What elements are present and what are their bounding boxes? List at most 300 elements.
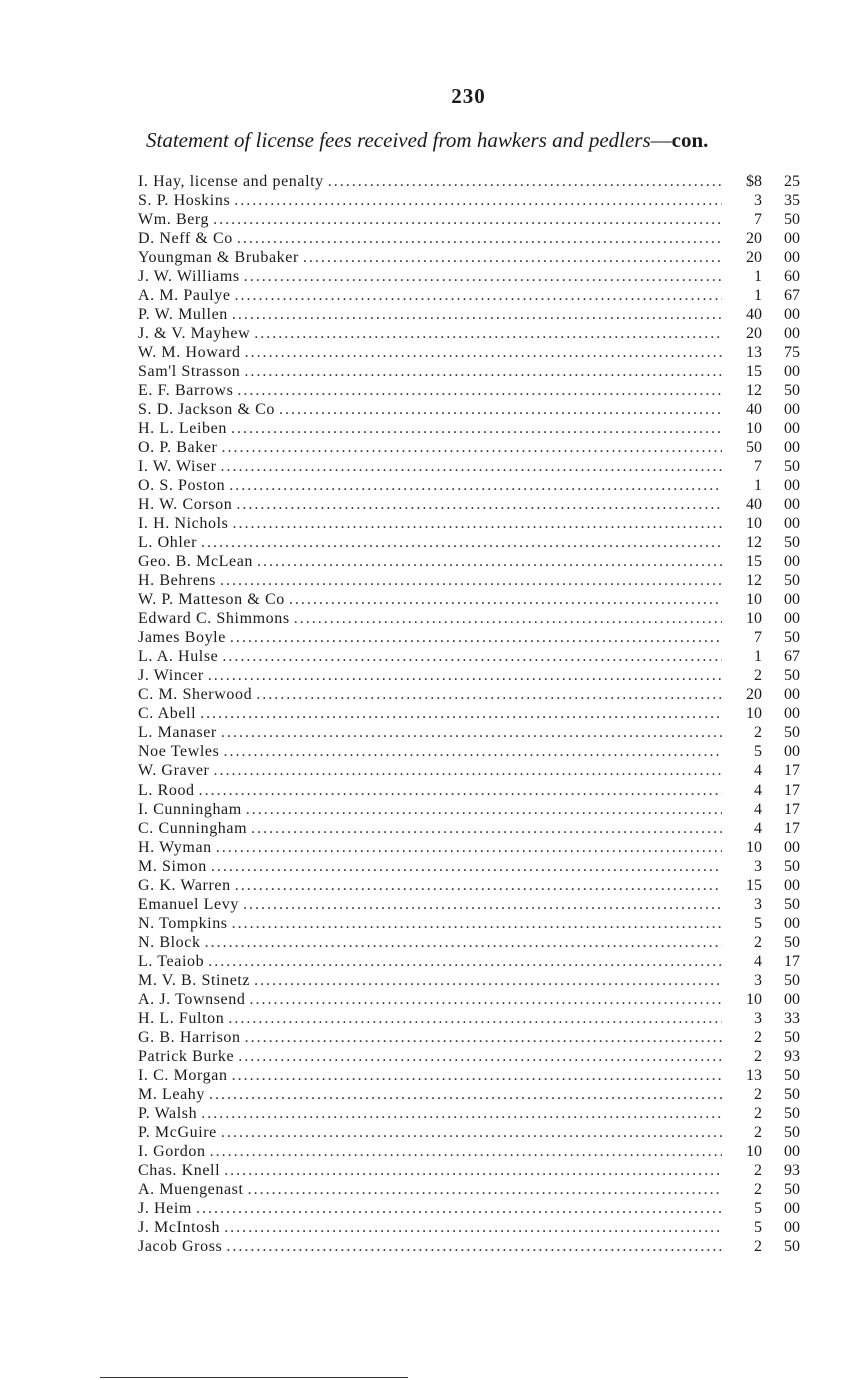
dot-leader: [256, 685, 722, 704]
list-item: [138, 248, 800, 267]
payee-name: I. Cunningham: [138, 800, 242, 818]
list-item: [138, 1047, 800, 1066]
fee-dollars: 40: [746, 496, 762, 514]
fee-cents: 50: [784, 895, 800, 913]
dot-leader: [238, 1047, 722, 1066]
fee-amount: [726, 191, 800, 210]
dot-leader: [236, 495, 722, 514]
list-item: [138, 1199, 800, 1218]
payee-name: I. Gordon: [138, 1142, 206, 1160]
fee-amount: [726, 438, 800, 457]
payee-name: L. Teaiob: [138, 952, 205, 970]
fee-amount: [726, 1123, 800, 1142]
fee-cents: 67: [784, 287, 800, 305]
payee-name: I. H. Nichols: [138, 515, 229, 533]
fee-amount: [726, 324, 800, 343]
fee-amount: [726, 857, 800, 876]
dot-leader: [224, 1161, 722, 1180]
fee-cents: 50: [784, 857, 800, 875]
fee-cents: 00: [784, 591, 800, 609]
fee-dollars: 20: [746, 325, 762, 343]
dot-leader: [235, 286, 722, 305]
payee-name: Jacob Gross: [138, 1237, 223, 1255]
fee-cents: 17: [784, 800, 800, 818]
dot-leader: [196, 1199, 722, 1218]
fee-amount: [726, 552, 800, 571]
fee-dollars: 2: [754, 667, 762, 685]
dot-leader: [294, 609, 722, 628]
fee-amount: [726, 895, 800, 914]
dot-leader: [243, 895, 722, 914]
fee-cents: 50: [784, 933, 800, 951]
dot-leader: [229, 476, 722, 495]
dot-leader: [213, 210, 722, 229]
fee-dollars: 10: [746, 420, 762, 438]
license-fee-list: [138, 172, 800, 1256]
fee-dollars: 5: [754, 914, 762, 932]
dot-leader: [328, 172, 722, 191]
payee-name: J. McIntosh: [138, 1218, 221, 1236]
fee-amount: [726, 628, 800, 647]
fee-dollars: 2: [754, 1161, 762, 1179]
fee-cents: 50: [784, 1028, 800, 1046]
list-item: [138, 666, 800, 685]
dot-leader: [246, 800, 722, 819]
dot-leader: [210, 1142, 722, 1161]
dot-leader: [228, 1009, 722, 1028]
heading-suffix: con.: [671, 128, 709, 152]
dot-leader: [232, 1066, 722, 1085]
fee-dollars: 7: [754, 211, 762, 229]
fee-amount: [726, 685, 800, 704]
fee-cents: 35: [784, 192, 800, 210]
fee-amount: [726, 876, 800, 895]
fee-dollars: 2: [754, 1123, 762, 1141]
payee-name: A. M. Paulye: [138, 287, 231, 305]
payee-name: Wm. Berg: [138, 211, 210, 229]
fee-amount: [726, 1237, 800, 1256]
payee-name: M. Simon: [138, 857, 207, 875]
fee-amount: [726, 400, 800, 419]
fee-dollars: 15: [746, 363, 762, 381]
dot-leader: [257, 552, 722, 571]
fee-dollars: 2: [754, 1085, 762, 1103]
fee-cents: 93: [784, 1047, 800, 1065]
payee-name: E. F. Barrows: [138, 382, 234, 400]
fee-dollars: 2: [754, 1237, 762, 1255]
fee-cents: 00: [784, 363, 800, 381]
fee-cents: 50: [784, 1123, 800, 1141]
payee-name: Sam'l Strasson: [138, 363, 241, 381]
fee-dollars: 40: [746, 306, 762, 324]
fee-amount: [726, 343, 800, 362]
fee-amount: [726, 571, 800, 590]
payee-name: L. Rood: [138, 781, 195, 799]
fee-dollars: 1: [754, 648, 762, 666]
dot-leader: [232, 914, 722, 933]
fee-amount: [726, 609, 800, 628]
fee-dollars: 15: [746, 876, 762, 894]
list-item: [138, 895, 800, 914]
payee-name: A. Muengenast: [138, 1180, 244, 1198]
payee-name: W. M. Howard: [138, 344, 241, 362]
fee-amount: [726, 419, 800, 438]
fee-dollars: 4: [754, 781, 762, 799]
payee-name: W. P. Matteson & Co: [138, 591, 285, 609]
dot-leader: [248, 1180, 722, 1199]
fee-amount: [726, 914, 800, 933]
fee-dollars: 4: [754, 762, 762, 780]
payee-name: H. L. Leiben: [138, 420, 227, 438]
fee-amount: [726, 1085, 800, 1104]
list-item: [138, 210, 800, 229]
dot-leader: [245, 1028, 722, 1047]
fee-cents: 00: [784, 439, 800, 457]
fee-cents: 00: [784, 743, 800, 761]
list-item: [138, 1218, 800, 1237]
fee-cents: 00: [784, 876, 800, 894]
list-item: [138, 267, 800, 286]
fee-amount: [726, 1104, 800, 1123]
fee-amount: [726, 495, 800, 514]
list-item: [138, 1085, 800, 1104]
payee-name: J. & V. Mayhew: [138, 325, 251, 343]
payee-name: James Boyle: [138, 629, 226, 647]
list-item: [138, 819, 800, 838]
fee-dollars: 3: [754, 192, 762, 210]
dot-leader: [231, 419, 722, 438]
fee-cents: 50: [784, 211, 800, 229]
fee-cents: 17: [784, 819, 800, 837]
fee-dollars: 1: [754, 268, 762, 286]
fee-amount: [726, 819, 800, 838]
list-item: [138, 552, 800, 571]
list-item: [138, 781, 800, 800]
list-item: [138, 1009, 800, 1028]
fee-dollars: 3: [754, 895, 762, 913]
dot-leader: [223, 742, 722, 761]
dot-leader: [244, 362, 722, 381]
payee-name: H. W. Corson: [138, 496, 233, 514]
fee-dollars: 10: [746, 705, 762, 723]
fee-dollars: 2: [754, 933, 762, 951]
list-item: [138, 476, 800, 495]
payee-name: S. D. Jackson & Co: [138, 401, 276, 419]
fee-dollars: 7: [754, 629, 762, 647]
fee-dollars: 12: [746, 534, 762, 552]
fee-dollars: 2: [754, 1028, 762, 1046]
payee-name: O. P. Baker: [138, 439, 218, 457]
dot-leader: [201, 1104, 722, 1123]
payee-name: Chas. Knell: [138, 1161, 221, 1179]
dot-leader: [226, 1237, 722, 1256]
fee-cents: 60: [784, 268, 800, 286]
fee-cents: 50: [784, 458, 800, 476]
payee-name: M. Leahy: [138, 1085, 206, 1103]
payee-name: P. McGuire: [138, 1123, 217, 1141]
list-item: [138, 533, 800, 552]
list-item: [138, 876, 800, 895]
dot-leader: [244, 267, 722, 286]
list-item: [138, 857, 800, 876]
payee-name: H. Wyman: [138, 838, 212, 856]
fee-dollars: 10: [746, 515, 762, 533]
fee-dollars: 4: [754, 800, 762, 818]
fee-cents: 50: [784, 534, 800, 552]
list-item: [138, 761, 800, 780]
list-item: [138, 343, 800, 362]
dot-leader: [251, 819, 722, 838]
fee-dollars: 15: [746, 553, 762, 571]
dot-leader: [289, 590, 722, 609]
fee-cents: 33: [784, 1009, 800, 1027]
list-item: [138, 1123, 800, 1142]
list-item: [138, 838, 800, 857]
fee-cents: 00: [784, 230, 800, 248]
payee-name: I. C. Morgan: [138, 1066, 228, 1084]
list-item: [138, 1161, 800, 1180]
payee-name: L. Ohler: [138, 534, 198, 552]
list-item: [138, 229, 800, 248]
list-item: [138, 1180, 800, 1199]
fee-dollars: 10: [746, 990, 762, 1008]
dot-leader: [205, 933, 722, 952]
dot-leader: [279, 400, 722, 419]
fee-amount: [726, 476, 800, 495]
fee-dollars: 13: [746, 1066, 762, 1084]
list-item: [138, 1028, 800, 1047]
fee-dollars: 10: [746, 591, 762, 609]
fee-cents: 00: [784, 1199, 800, 1217]
payee-name: H. L. Fulton: [138, 1009, 225, 1027]
dot-leader: [208, 952, 722, 971]
list-item: [138, 419, 800, 438]
fee-amount: [726, 286, 800, 305]
fee-dollars: 20: [746, 686, 762, 704]
payee-name: J. Wincer: [138, 667, 204, 685]
payee-name: J. Heim: [138, 1199, 192, 1217]
dot-leader: [237, 229, 722, 248]
list-item: [138, 381, 800, 400]
dot-leader: [200, 704, 722, 723]
fee-cents: 50: [784, 1104, 800, 1122]
list-item: [138, 933, 800, 952]
list-item: [138, 1142, 800, 1161]
statement-heading: [146, 128, 816, 153]
payee-name: M. V. B. Stinetz: [138, 971, 251, 989]
payee-name: P. Walsh: [138, 1104, 198, 1122]
payee-name: I. Hay, license and penalty: [138, 173, 324, 190]
fee-dollars: 10: [746, 1142, 762, 1160]
payee-name: I. W. Wiser: [138, 458, 217, 476]
payee-name: H. Behrens: [138, 572, 216, 590]
fee-cents: 00: [784, 610, 800, 628]
dot-leader: [232, 305, 722, 324]
list-item: [138, 742, 800, 761]
fee-cents: 00: [784, 249, 800, 267]
fee-cents: 00: [784, 1218, 800, 1236]
fee-amount: [726, 229, 800, 248]
list-item: [138, 952, 800, 971]
fee-dollars: 12: [746, 572, 762, 590]
fee-cents: 00: [784, 686, 800, 704]
fee-cents: 50: [784, 971, 800, 989]
dot-leader: [234, 191, 722, 210]
list-item: [138, 305, 800, 324]
fee-dollars: 2: [754, 1180, 762, 1198]
fee-cents: 75: [784, 344, 800, 362]
fee-cents: 00: [784, 325, 800, 343]
fee-cents: 17: [784, 781, 800, 799]
fee-dollars: 3: [754, 971, 762, 989]
fee-cents: 25: [784, 173, 800, 190]
fee-amount: [726, 800, 800, 819]
list-item: [138, 1237, 800, 1256]
list-item: [138, 362, 800, 381]
fee-dollars: 3: [754, 857, 762, 875]
fee-cents: 00: [784, 401, 800, 419]
fee-amount: [726, 933, 800, 952]
dot-leader: [232, 514, 722, 533]
fee-amount: [726, 990, 800, 1009]
dot-leader: [254, 324, 722, 343]
dot-leader: [209, 1085, 722, 1104]
fee-cents: 50: [784, 382, 800, 400]
fee-amount: [726, 248, 800, 267]
list-item: [138, 704, 800, 723]
list-item: [138, 457, 800, 476]
dot-leader: [245, 343, 722, 362]
fee-amount: [726, 457, 800, 476]
fee-dollars: $8: [746, 173, 762, 190]
list-item: [138, 800, 800, 819]
fee-amount: [726, 1047, 800, 1066]
dot-leader: [211, 857, 722, 876]
fee-cents: 50: [784, 1180, 800, 1198]
dot-leader: [254, 971, 722, 990]
fee-dollars: 3: [754, 1009, 762, 1027]
fee-cents: 00: [784, 420, 800, 438]
fee-dollars: 50: [746, 439, 762, 457]
fee-dollars: 2: [754, 1104, 762, 1122]
fee-amount: [726, 761, 800, 780]
fee-cents: 17: [784, 952, 800, 970]
payee-name: J. W. Williams: [138, 268, 240, 286]
fee-dollars: 5: [754, 1199, 762, 1217]
fee-cents: 00: [784, 1142, 800, 1160]
dot-leader: [220, 571, 722, 590]
payee-name: Emanuel Levy: [138, 895, 239, 913]
fee-amount: [726, 210, 800, 229]
fee-amount: [726, 952, 800, 971]
payee-name: L. Manaser: [138, 724, 217, 742]
fee-amount: [726, 1066, 800, 1085]
dot-leader: [213, 761, 722, 780]
fee-cents: 00: [784, 553, 800, 571]
fee-amount: [726, 742, 800, 761]
payee-name: L. A. Hulse: [138, 648, 219, 666]
fee-cents: 00: [784, 496, 800, 514]
payee-name: A. J. Townsend: [138, 990, 246, 1008]
fee-dollars: 2: [754, 724, 762, 742]
list-item: [138, 723, 800, 742]
payee-name: W. Graver: [138, 762, 210, 780]
dot-leader: [221, 1123, 722, 1142]
dot-leader: [221, 438, 722, 457]
fee-cents: 50: [784, 1085, 800, 1103]
list-item: [138, 438, 800, 457]
fee-cents: 00: [784, 838, 800, 856]
fee-cents: 17: [784, 762, 800, 780]
fee-cents: 50: [784, 629, 800, 647]
fee-cents: 00: [784, 705, 800, 723]
fee-cents: 50: [784, 572, 800, 590]
dot-leader: [222, 647, 722, 666]
dot-leader: [303, 248, 722, 267]
fee-amount: [726, 381, 800, 400]
payee-name: G. B. Harrison: [138, 1028, 241, 1046]
fee-dollars: 40: [746, 401, 762, 419]
fee-amount: [726, 590, 800, 609]
dot-leader: [208, 666, 722, 685]
fee-amount: [726, 1218, 800, 1237]
fee-dollars: 12: [746, 382, 762, 400]
fee-amount: [726, 267, 800, 286]
fee-cents: 50: [784, 667, 800, 685]
list-item: [138, 191, 800, 210]
list-item: [138, 685, 800, 704]
list-item: [138, 647, 800, 666]
fee-dollars: 5: [754, 1218, 762, 1236]
payee-name: N. Block: [138, 933, 201, 951]
list-item: [138, 914, 800, 933]
payee-name: S. P. Hoskins: [138, 192, 231, 210]
dot-leader: [201, 533, 722, 552]
fee-amount: [726, 723, 800, 742]
payee-name: C. Cunningham: [138, 819, 248, 837]
payee-name: P. W. Mullen: [138, 306, 228, 324]
list-item: [138, 514, 800, 533]
list-item: [138, 1066, 800, 1085]
fee-amount: [726, 1180, 800, 1199]
fee-amount: [726, 1199, 800, 1218]
list-item: [138, 400, 800, 419]
fee-amount: [726, 1161, 800, 1180]
fee-dollars: 5: [754, 743, 762, 761]
fee-amount: [726, 647, 800, 666]
fee-dollars: 10: [746, 610, 762, 628]
dot-leader: [216, 838, 722, 857]
list-item: [138, 495, 800, 514]
payee-name: Geo. B. McLean: [138, 553, 254, 571]
fee-dollars: 20: [746, 230, 762, 248]
list-item: [138, 1104, 800, 1123]
dot-leader: [230, 628, 722, 647]
payee-name: Youngman & Brubaker: [138, 249, 299, 267]
fee-amount: [726, 971, 800, 990]
fee-dollars: 10: [746, 838, 762, 856]
dot-leader: [221, 723, 722, 742]
fee-dollars: 20: [746, 249, 762, 267]
list-item: [138, 286, 800, 305]
fee-amount: [726, 838, 800, 857]
list-item: [138, 609, 800, 628]
dot-leader: [224, 1218, 722, 1237]
fee-cents: 67: [784, 648, 800, 666]
list-item: [138, 172, 800, 191]
fee-amount: [726, 514, 800, 533]
payee-name: O. S. Poston: [138, 477, 226, 495]
